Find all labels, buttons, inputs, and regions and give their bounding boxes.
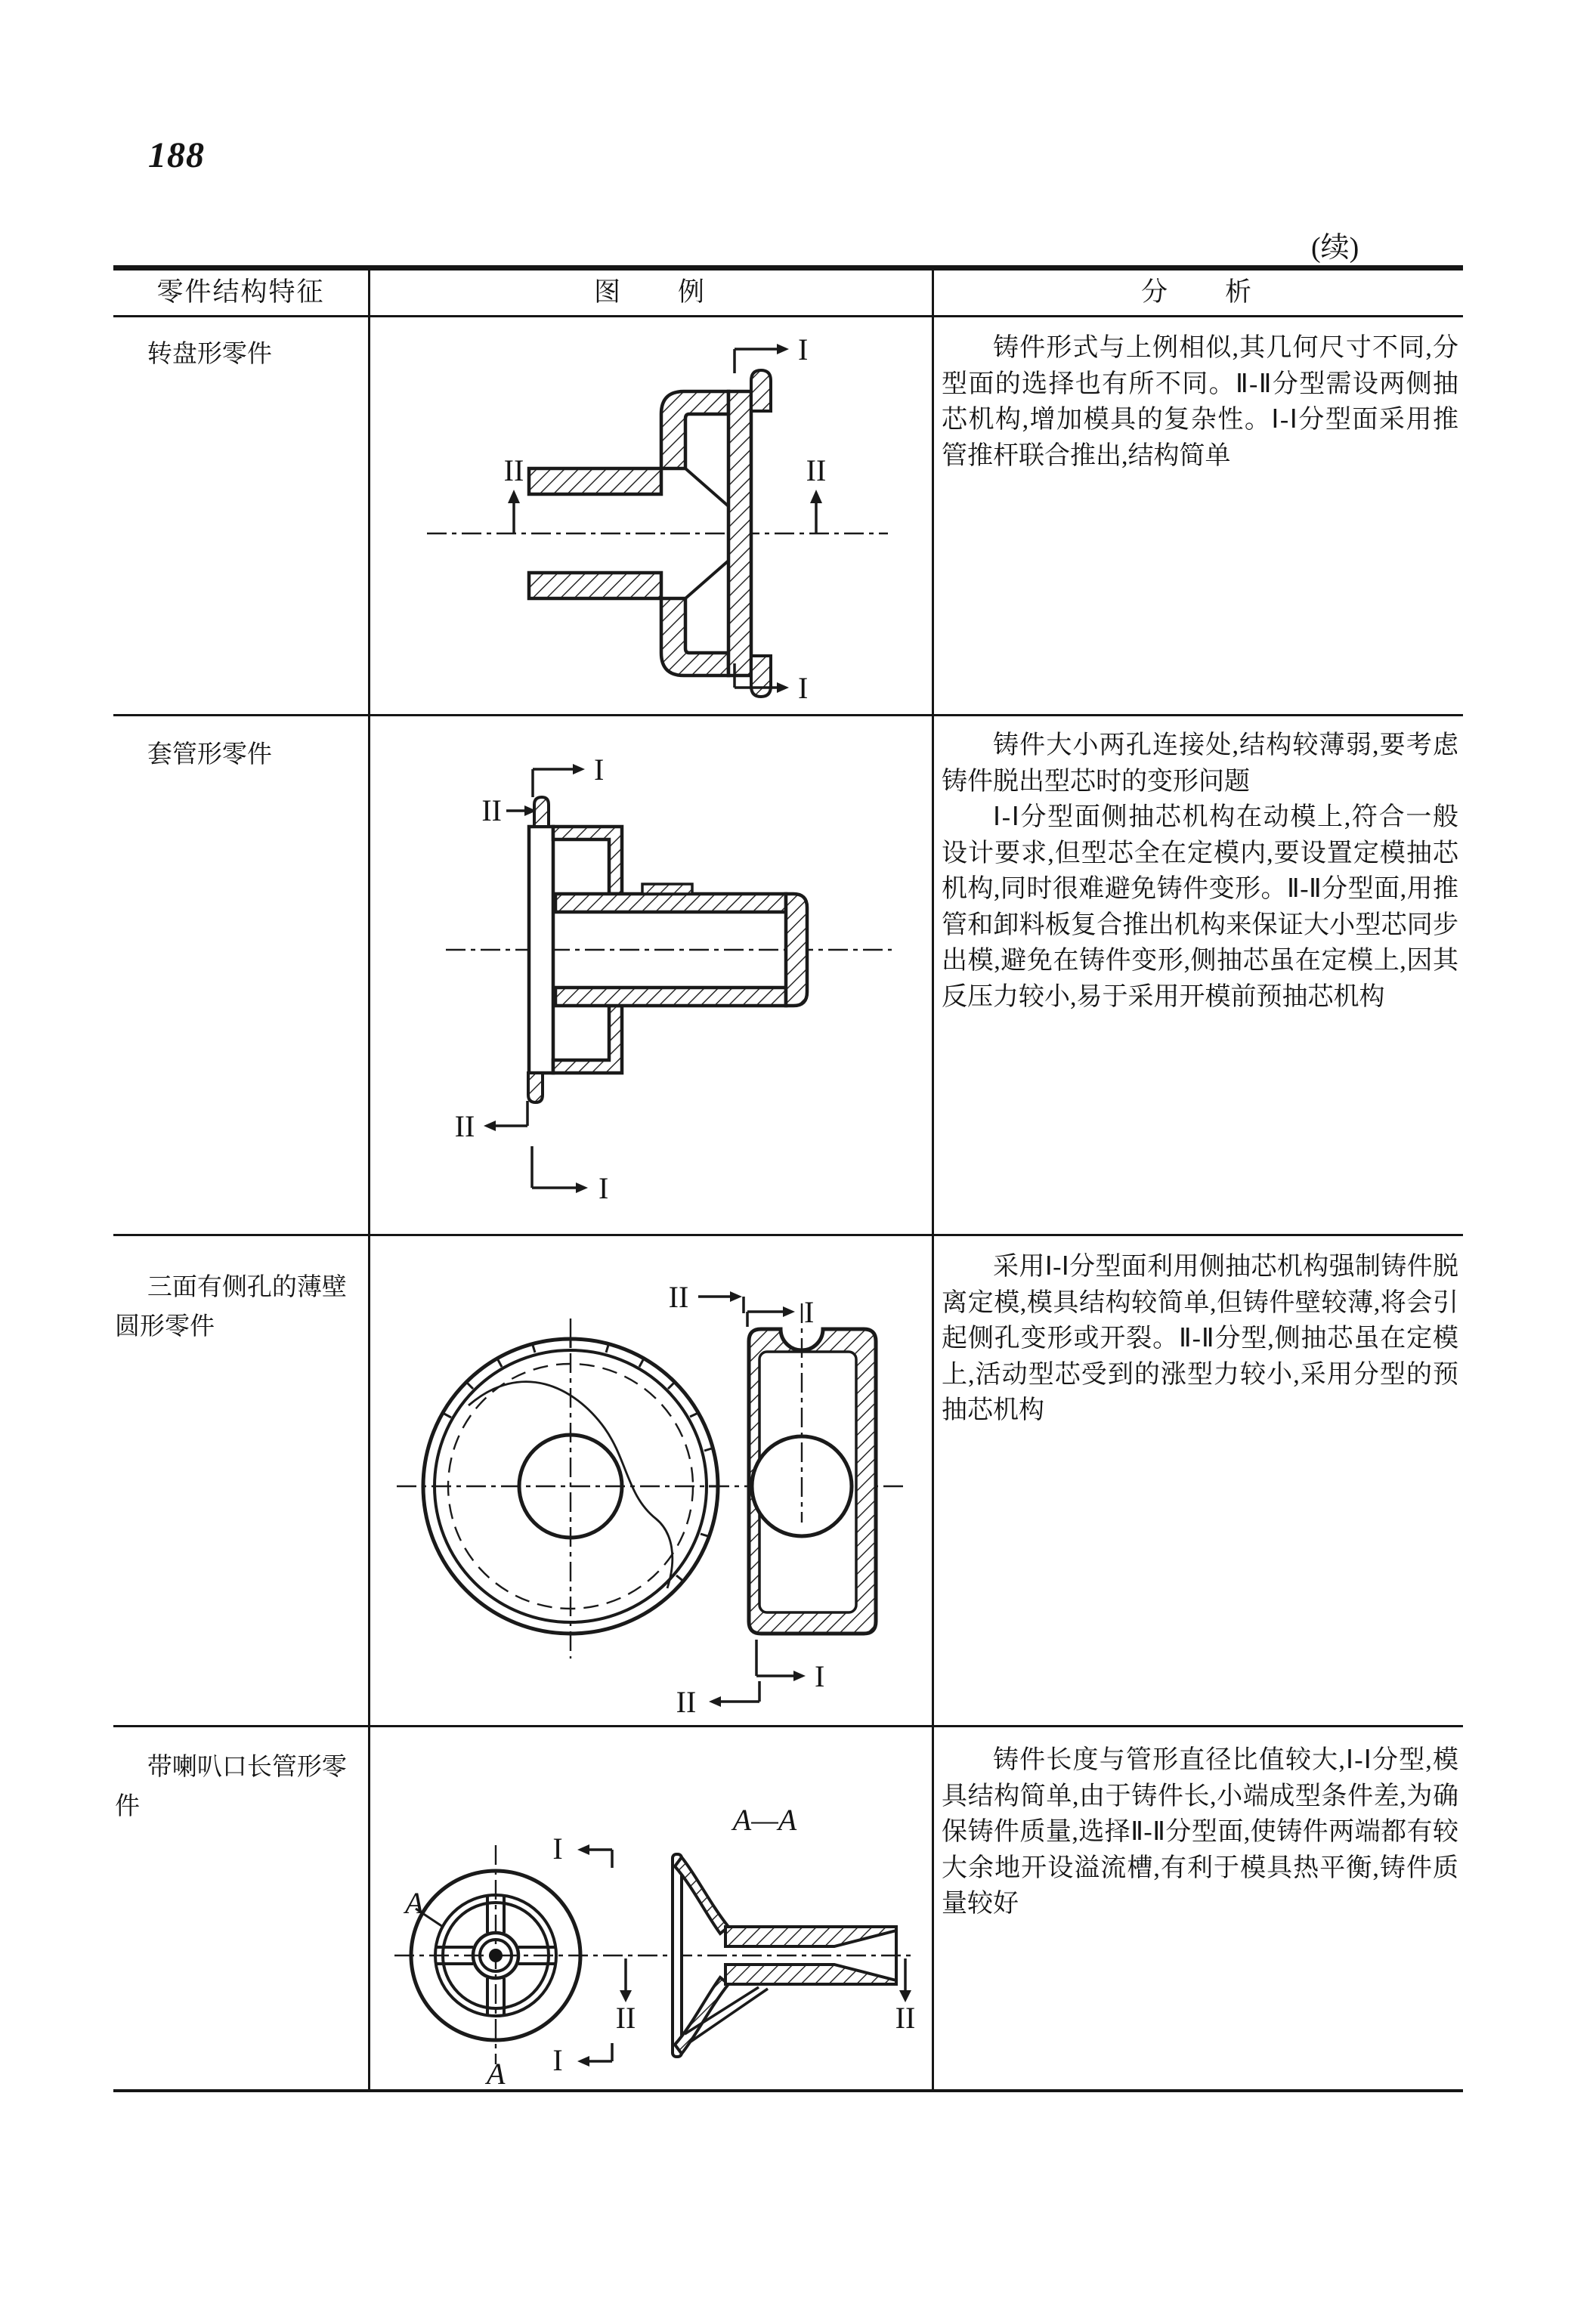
section-i-bracket-bottom [532, 1146, 576, 1188]
table-bottom-border [113, 2089, 1463, 2092]
view-label-a-bottom: A [487, 2057, 506, 2087]
arrow-right-icon [783, 1306, 795, 1317]
section-label-i-top: I [804, 1295, 815, 1329]
section-label-i-bottom: I [815, 1659, 825, 1693]
arrow-right-icon [777, 682, 789, 693]
section-label-ii-left: II [615, 2001, 636, 2035]
arrow-right-icon [573, 764, 585, 774]
arrow-left-icon [484, 1121, 496, 1131]
figure-row3-round-part [378, 1247, 929, 1723]
section-i-bracket-top [747, 1312, 783, 1327]
section-label-i-bottom: I [552, 2043, 563, 2077]
section-i-bracket-top [589, 1850, 612, 1868]
section-label-ii-left: II [503, 453, 524, 487]
column-divider-1 [368, 267, 370, 2091]
header-feature: 零件结构特征 [156, 277, 325, 307]
figure-row1-turntable-section [393, 320, 922, 710]
page-number: 188 [148, 135, 205, 175]
continued-note: (续) [1311, 232, 1359, 264]
arrow-right-icon [793, 1671, 806, 1681]
section-i-bracket-bottom [589, 2043, 612, 2061]
section-label-ii-top: II [481, 793, 502, 827]
figure-row4-bell-tube [372, 1732, 931, 2087]
analysis-row2-p2: Ⅰ-Ⅰ分型面侧抽芯机构在动模上,符合一般设计要求,但型芯全在定模内,要设置定模抽芯机构,同时很难避免铸件变形。Ⅱ-Ⅱ分型面,用推管和卸料板复合推出机构来保证大小型芯同步出模,避免在铸件变形,侧抽芯虽在定模上,因其反压力较小,易于采用开模前预抽芯机构 [942, 803, 1458, 1011]
section-ii-line-bottom [721, 1681, 759, 1702]
arrow-right-icon [730, 1291, 742, 1302]
arrow-left-icon [577, 2056, 589, 2067]
section-label-ii-right: II [806, 453, 827, 487]
figure-row2-sleeve-section [393, 729, 922, 1228]
section-label-i-top: I [594, 753, 605, 787]
header-illustration: 图 例 [593, 277, 706, 307]
row-separator-3 [113, 1725, 1463, 1727]
section-label-i-bottom: I [598, 1171, 609, 1205]
header-analysis: 分 析 [1140, 277, 1253, 307]
analysis-row4-p1: 铸件长度与管形直径比值较大,Ⅰ-Ⅰ分型,模具结构简单,由于铸件长,小端成型条件差,为确保铸件质量,选择Ⅱ-Ⅱ分型面,使铸件两端都有较大余地开设溢流槽,有利于模具热平衡,铸件质量较好 [942, 1746, 1458, 1918]
analysis-row2 [942, 728, 1458, 1015]
section-title-a-a: A—A [732, 1803, 797, 1837]
section-label-i-bottom: I [798, 671, 809, 705]
section-label-ii-bottom: II [676, 1685, 697, 1719]
section-i-bracket-bottom [756, 1640, 793, 1676]
analysis-row4 [942, 1742, 1458, 1922]
analysis-row2-p1: 铸件大小两孔连接处,结构较薄弱,要考虑铸件脱出型芯时的变形问题 [942, 731, 1458, 796]
analysis-row3 [942, 1249, 1458, 1429]
view-label-a-top: A [405, 1886, 424, 1920]
arrow-right-icon [576, 1183, 588, 1193]
analysis-row1-p1: 铸件形式与上例相似,其几何尺寸不同,分型面的选择也有所不同。Ⅱ-Ⅱ分型需设两侧抽芯机构,增加模具的复杂性。Ⅰ-Ⅰ分型面采用推管推杆联合推出,结构简单 [942, 334, 1458, 470]
analysis-row1 [942, 330, 1458, 474]
section-label-i-top: I [552, 1832, 563, 1866]
arrow-left-icon [709, 1696, 721, 1707]
feature-row2: 套管形零件 [147, 741, 272, 768]
row-separator-1 [113, 714, 1463, 716]
analysis-row3-p1: 采用Ⅰ-Ⅰ分型面利用侧抽芯机构强制铸件脱离定模,模具结构较简单,但铸件壁较薄,将会引起侧孔变形或开裂。Ⅱ-Ⅱ分型,侧抽芯虽在定模上,活动型芯受到的涨型力较小,采用分型的预抽芯机构 [942, 1253, 1458, 1424]
arrow-up-icon [810, 490, 822, 503]
feature-row3: 三面有侧孔的薄壁圆形零件 [115, 1274, 347, 1340]
arrow-right-icon [777, 344, 789, 354]
row-separator-2 [113, 1234, 1463, 1236]
column-divider-2 [932, 267, 934, 2091]
feature-row1: 转盘形零件 [147, 341, 272, 368]
section-label-ii-right: II [895, 2001, 916, 2035]
section-ii-bracket-bottom [496, 1101, 527, 1126]
arrow-up-icon [508, 490, 520, 503]
feature-row4: 带喇叭口长管形零件 [115, 1754, 347, 1820]
section-label-ii-bottom: II [454, 1109, 475, 1143]
section-ii-line-top [698, 1297, 744, 1313]
arrow-left-icon [577, 1844, 589, 1855]
header-separator [113, 315, 1463, 317]
section-label-i-top: I [798, 332, 809, 366]
section-label-ii-top: II [668, 1280, 689, 1314]
section-i-bracket-top [533, 769, 573, 797]
